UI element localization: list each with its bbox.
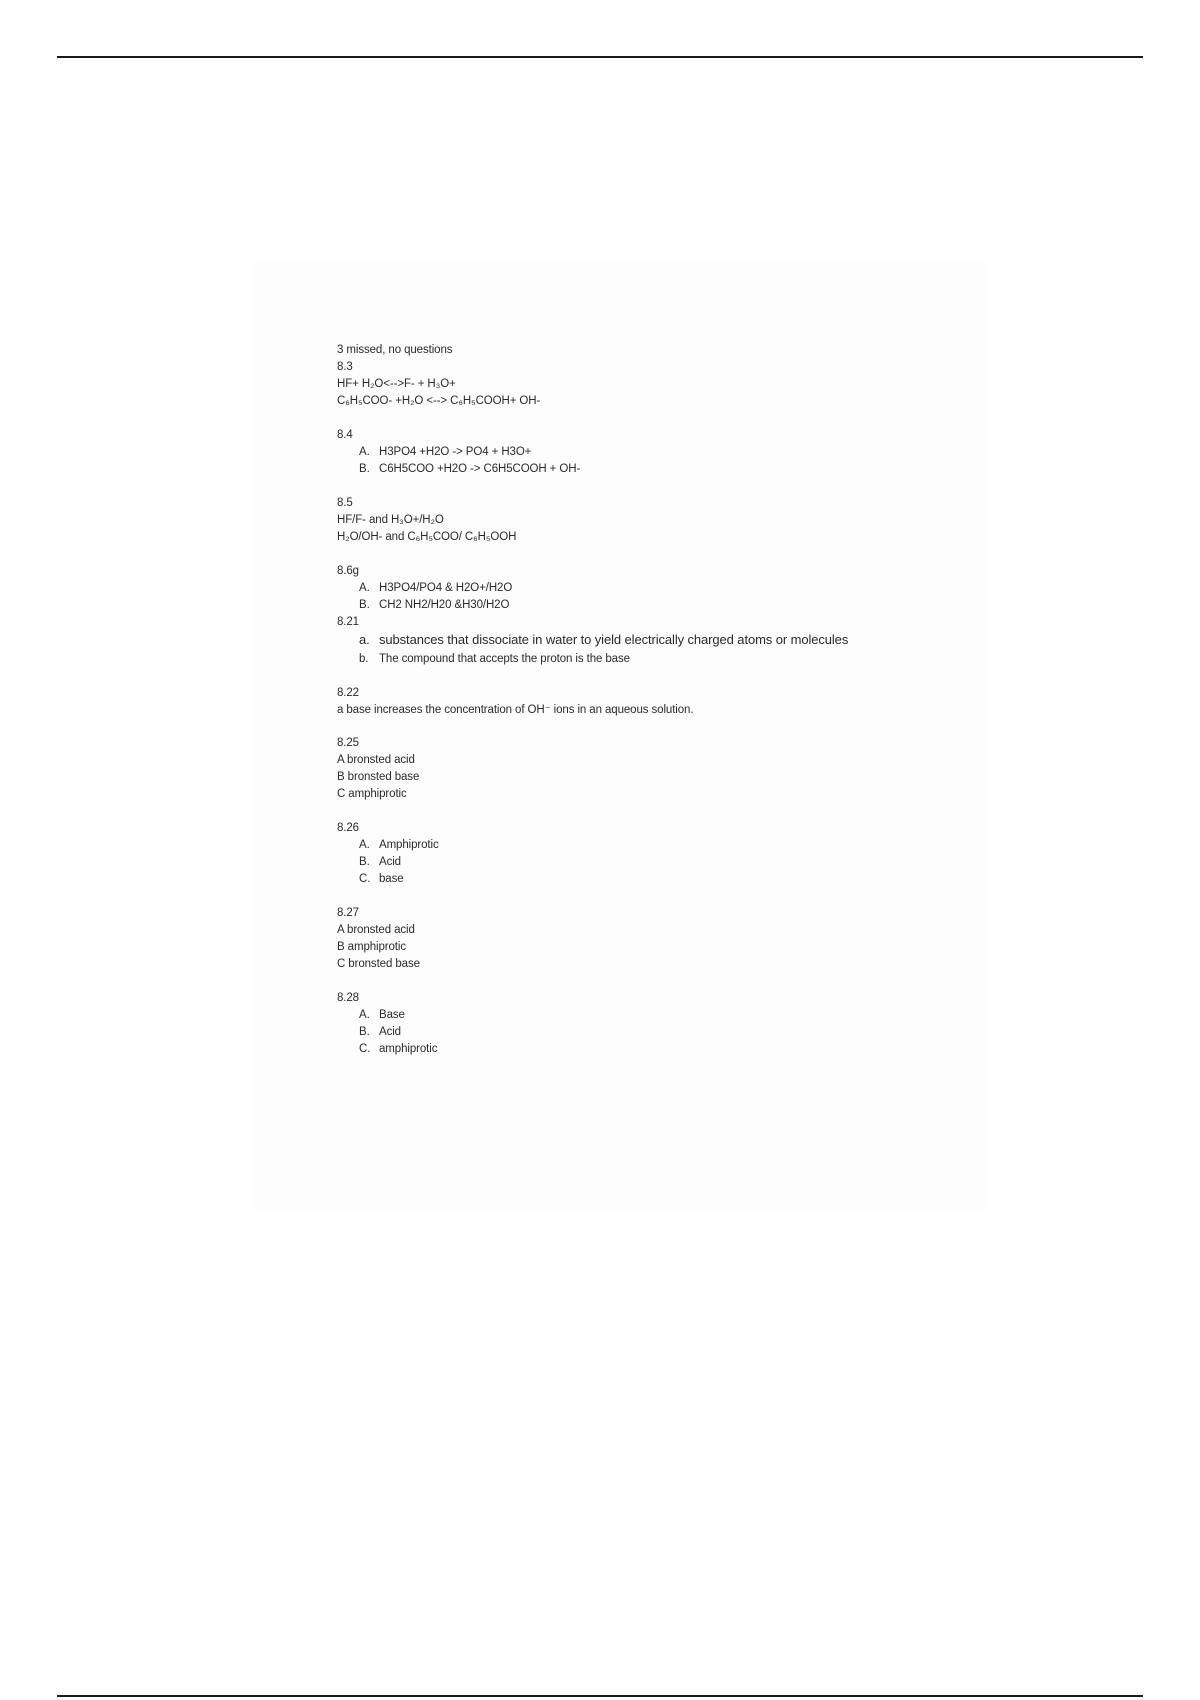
list-item <box>337 651 957 668</box>
equation-line: HF+ H₂O<-->F- + H₃O+ <box>337 378 456 390</box>
section-heading: 8.6g <box>337 565 359 577</box>
list-text: C6H5COO +H2O -> C6H5COOH + OH- <box>379 463 581 475</box>
list-marker: A. <box>359 446 370 458</box>
list-item <box>337 631 957 649</box>
section-heading: 8.4 <box>337 429 353 441</box>
list-text: H3PO4 +H2O -> PO4 + H3O+ <box>379 446 532 458</box>
list-item <box>337 597 957 614</box>
list-marker: B. <box>359 599 370 611</box>
list-item <box>337 1024 957 1041</box>
section-heading: 8.22 <box>337 687 359 699</box>
list-item <box>337 854 957 871</box>
answer-line: B amphiprotic <box>337 941 407 953</box>
section-heading: 8.5 <box>337 497 353 509</box>
answer-line: A bronsted acid <box>337 924 415 936</box>
list-marker: A. <box>359 839 370 851</box>
list-marker: C. <box>359 1043 371 1055</box>
list-marker: B. <box>359 1026 370 1038</box>
list-text: amphiprotic <box>379 1043 438 1055</box>
list-item <box>337 444 957 461</box>
answer-line: B bronsted base <box>337 771 420 783</box>
list-text: H3PO4/PO4 & H2O+/H2O <box>379 582 513 594</box>
list-text: base <box>379 873 404 885</box>
header-rule <box>57 56 1143 58</box>
list-item <box>337 871 957 888</box>
section-heading: 8.27 <box>337 907 359 919</box>
list-text: Base <box>379 1009 405 1021</box>
intro-line: 3 missed, no questions <box>337 344 453 356</box>
list-marker: B. <box>359 463 370 475</box>
section-heading: 8.28 <box>337 992 359 1004</box>
answer-line: A bronsted acid <box>337 754 415 766</box>
list-marker: C. <box>359 873 371 885</box>
list-item <box>337 1041 957 1058</box>
section-heading: 8.25 <box>337 737 359 749</box>
list-text: Acid <box>379 856 401 868</box>
list-text: CH2 NH2/H20 &H30/H2O <box>379 599 510 611</box>
footer-rule <box>57 1695 1143 1697</box>
list-item <box>337 580 957 597</box>
list-marker: A. <box>359 1009 370 1021</box>
list-marker: a. <box>359 632 370 647</box>
list-text: substances that dissociate in water to yield electrically charged atoms or molecules <box>379 632 849 647</box>
pair-line: H₂O/OH- and C₆H₅COO/ C₆H₅OOH <box>337 531 517 543</box>
list-text: Amphiprotic <box>379 839 439 851</box>
equation-line: C₆H₅COO- +H₂O <--> C₆H₅COOH+ OH- <box>337 395 541 407</box>
answer-line: C amphiprotic <box>337 788 407 800</box>
pair-line: HF/F- and H₃O+/H₂O <box>337 514 444 526</box>
list-item <box>337 837 957 854</box>
list-item <box>337 1007 957 1024</box>
notes-content <box>337 342 957 1058</box>
section-heading: 8.26 <box>337 822 359 834</box>
list-item <box>337 461 957 478</box>
list-text: Acid <box>379 1026 401 1038</box>
list-text: The compound that accepts the proton is the base <box>379 653 630 665</box>
section-heading: 8.21 <box>337 616 359 628</box>
answer-line: C bronsted base <box>337 958 420 970</box>
list-marker: b. <box>359 653 369 665</box>
list-marker: B. <box>359 856 370 868</box>
section-heading: 8.3 <box>337 361 353 373</box>
list-marker: A. <box>359 582 370 594</box>
definition-line: a base increases the concentration of OH⁻ ions in an aqueous solution. <box>337 704 694 716</box>
